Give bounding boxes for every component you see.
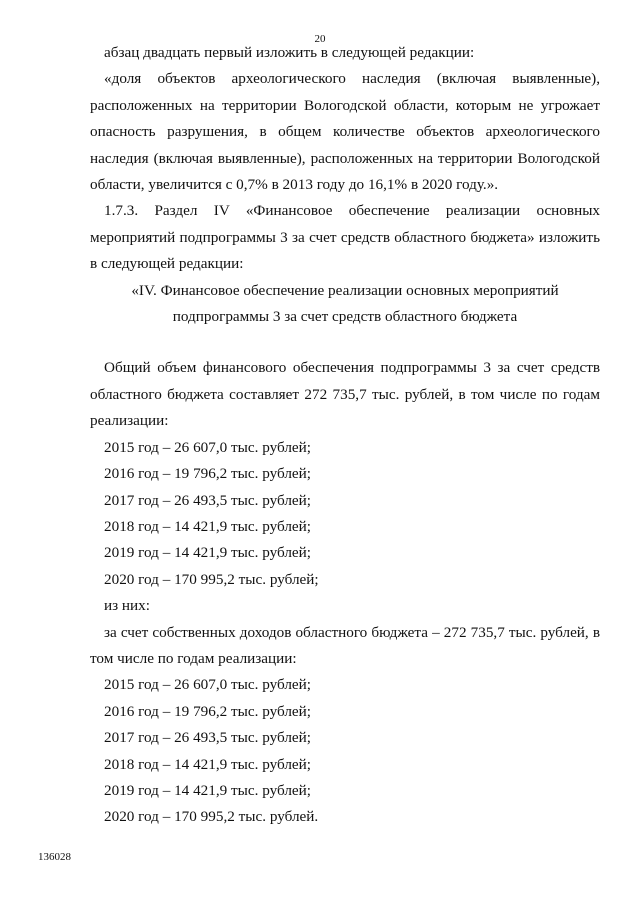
- spacer: [90, 330, 600, 355]
- document-code: 136028: [38, 851, 71, 863]
- section-heading-line2: подпрограммы 3 за счет средств областного бюджета: [172, 308, 518, 326]
- list-item: 2020 год – 170 995,2 тыс. рублей;: [104, 570, 319, 588]
- list-item: 2017 год – 26 493,5 тыс. рублей;: [104, 729, 312, 747]
- intro-quote: «доля объектов археологического наследия (включая выявленные), расположенных на территории Вологодской области, которым не угрожает опасность разрушения, в общем количестве объектов археологического наследия (включая выявленные), расположенных на территории Вологодской области, увеличится с 0,7% в 2013 году до 16,1% в 2020 году.».: [90, 70, 600, 194]
- section-heading-line1: «IV. Финансовое обеспечение реализации основных мероприятий: [131, 281, 559, 299]
- list-item: 2020 год – 170 995,2 тыс. рублей.: [104, 808, 319, 826]
- list-item: 2017 год – 26 493,5 тыс. рублей;: [104, 491, 312, 509]
- list-item: 2018 год – 14 421,9 тыс. рублей;: [104, 755, 312, 773]
- intro-line: абзац двадцать первый изложить в следующей редакции:: [104, 44, 475, 61]
- page-number: 20: [314, 33, 326, 45]
- document-body: [90, 40, 600, 831]
- total-years-list: [90, 435, 600, 593]
- own-income-paragraph: за счет собственных доходов областного бюджета – 272 735,7 тыс. рублей, в том числе по годам реализации:: [90, 623, 600, 667]
- list-item: 2019 год – 14 421,9 тыс. рублей;: [104, 781, 312, 799]
- list-item: 2015 год – 26 607,0 тыс. рублей;: [104, 438, 312, 456]
- list-item: 2019 год – 14 421,9 тыс. рублей;: [104, 544, 312, 562]
- total-paragraph: Общий объем финансового обеспечения подпрограммы 3 за счет средств областного бюджета составляет 272 735,7 тыс. рублей, в том числе по годам реализации:: [90, 359, 600, 430]
- list-item: 2016 год – 19 796,2 тыс. рублей;: [104, 465, 312, 483]
- own-income-years-list: [90, 672, 600, 830]
- list-item: 2016 год – 19 796,2 тыс. рублей;: [104, 702, 312, 720]
- section-instruction: 1.7.3. Раздел IV «Финансовое обеспечение реализации основных мероприятий подпрограммы 3 за счет средств областного бюджета» изложить в следующей редакции:: [90, 202, 600, 273]
- list-item: 2018 год – 14 421,9 тыс. рублей;: [104, 517, 312, 535]
- list-item: 2015 год – 26 607,0 тыс. рублей;: [104, 676, 312, 694]
- of-which-label: из них:: [104, 597, 150, 615]
